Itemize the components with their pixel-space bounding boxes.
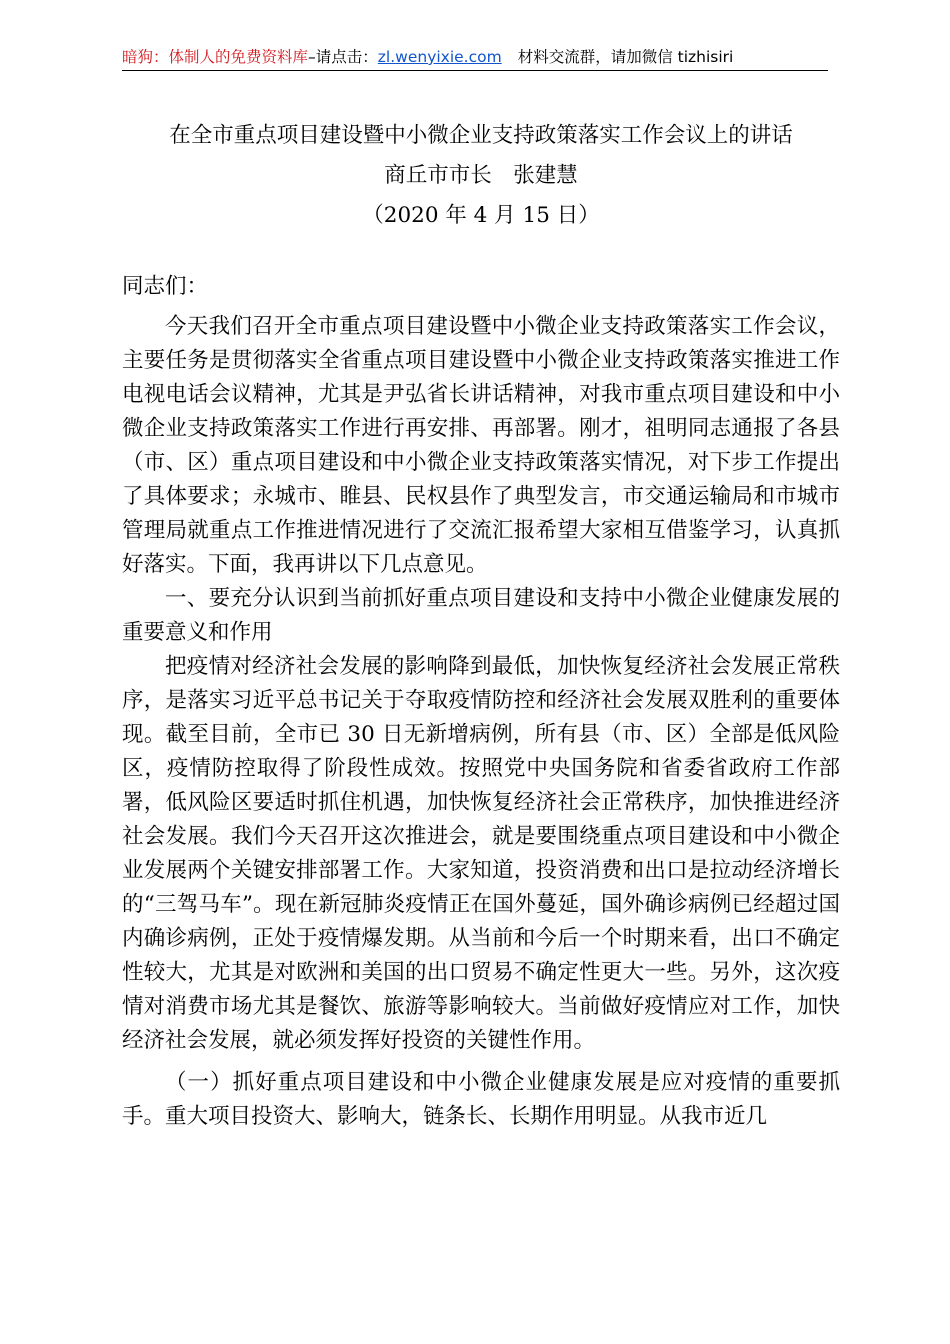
paragraph-body: 把疫情对经济社会发展的影响降到最低，加快恢复经济社会发展正常秩序，是落实习近平总书记关于夺取疫情防控和经济社会发展双胜利的重要体现。截至目前，全市已 30 日无新增病例，所有县（市、区）全部是低风险区，疫情防控取得了阶段性成效。按照党中央国务院和省委省政府工作部署，低风险区要适时抓住机遇，加快恢复经济社会正常秩序，加快推进经济社会发展。我们今天召开这次推进会，就是要围绕重点项目建设和中小微企业发展两个关键安排部署工作。大家知道，投资消费和出口是拉动经济增长的“三驾马车”。现在新冠肺炎疫情正在国外蔓延，国外确诊病例已经超过国内确诊病例，正处于疫情爆发期。从当前和今后一个时期来看，出口不确定性较大，尤其是对欧洲和美国的出口贸易不确定性更大一些。另外，这次疫情对消费市场尤其是餐饮、旅游等影响较大。当前做好疫情应对工作，加快经济社会发展，就必须发挥好投资的关键性作用。: [122, 654, 840, 1053]
header-contact: 材料交流群，请加微信 tizhisiri: [517, 48, 734, 66]
header-brand: 暗狗：体制人的免费资料库: [122, 48, 309, 66]
document-date: （2020 年 4 月 15 日）: [362, 203, 600, 228]
subsection-1: （一）抓好重点项目建设和中小微企业健康发展是应对疫情的重要抓手。重大项目投资大、影响大，链条长、长期作用明显。从我市近几: [122, 1070, 840, 1129]
header-link[interactable]: zl.wenyixie.com: [377, 48, 502, 66]
header-click-label: –请点击：: [308, 48, 378, 66]
paragraph-intro: 今天我们召开全市重点项目建设暨中小微企业支持政策落实工作会议，主要任务是贯彻落实全省重点项目建设暨中小微企业支持政策落实推进工作电视电话会议精神，尤其是尹弘省长讲话精神，对我市重点项目建设和中小微企业支持政策落实工作进行再安排、再部署。刚才，祖明同志通报了各县（市、区）重点项目建设和中小微企业支持政策落实情况，对下步工作提出了具体要求；永城市、睢县、民权县作了典型发言，市交通运输局和市城市管理局就重点工作推进情况进行了交流汇报希望大家相互借鉴学习，认真抓好落实。下面，我再讲以下几点意见。: [122, 314, 840, 577]
document-body: [122, 116, 840, 1134]
section-heading-1: 一、要充分认识到当前抓好重点项目建设和支持中小微企业健康发展的重要意义和作用: [122, 586, 840, 645]
page-header: [122, 44, 828, 71]
document-speaker: 商丘市市长 张建慧: [384, 163, 578, 188]
document-title: 在全市重点项目建设暨中小微企业支持政策落实工作会议上的讲话: [169, 123, 793, 148]
salutation: 同志们：: [122, 274, 209, 299]
